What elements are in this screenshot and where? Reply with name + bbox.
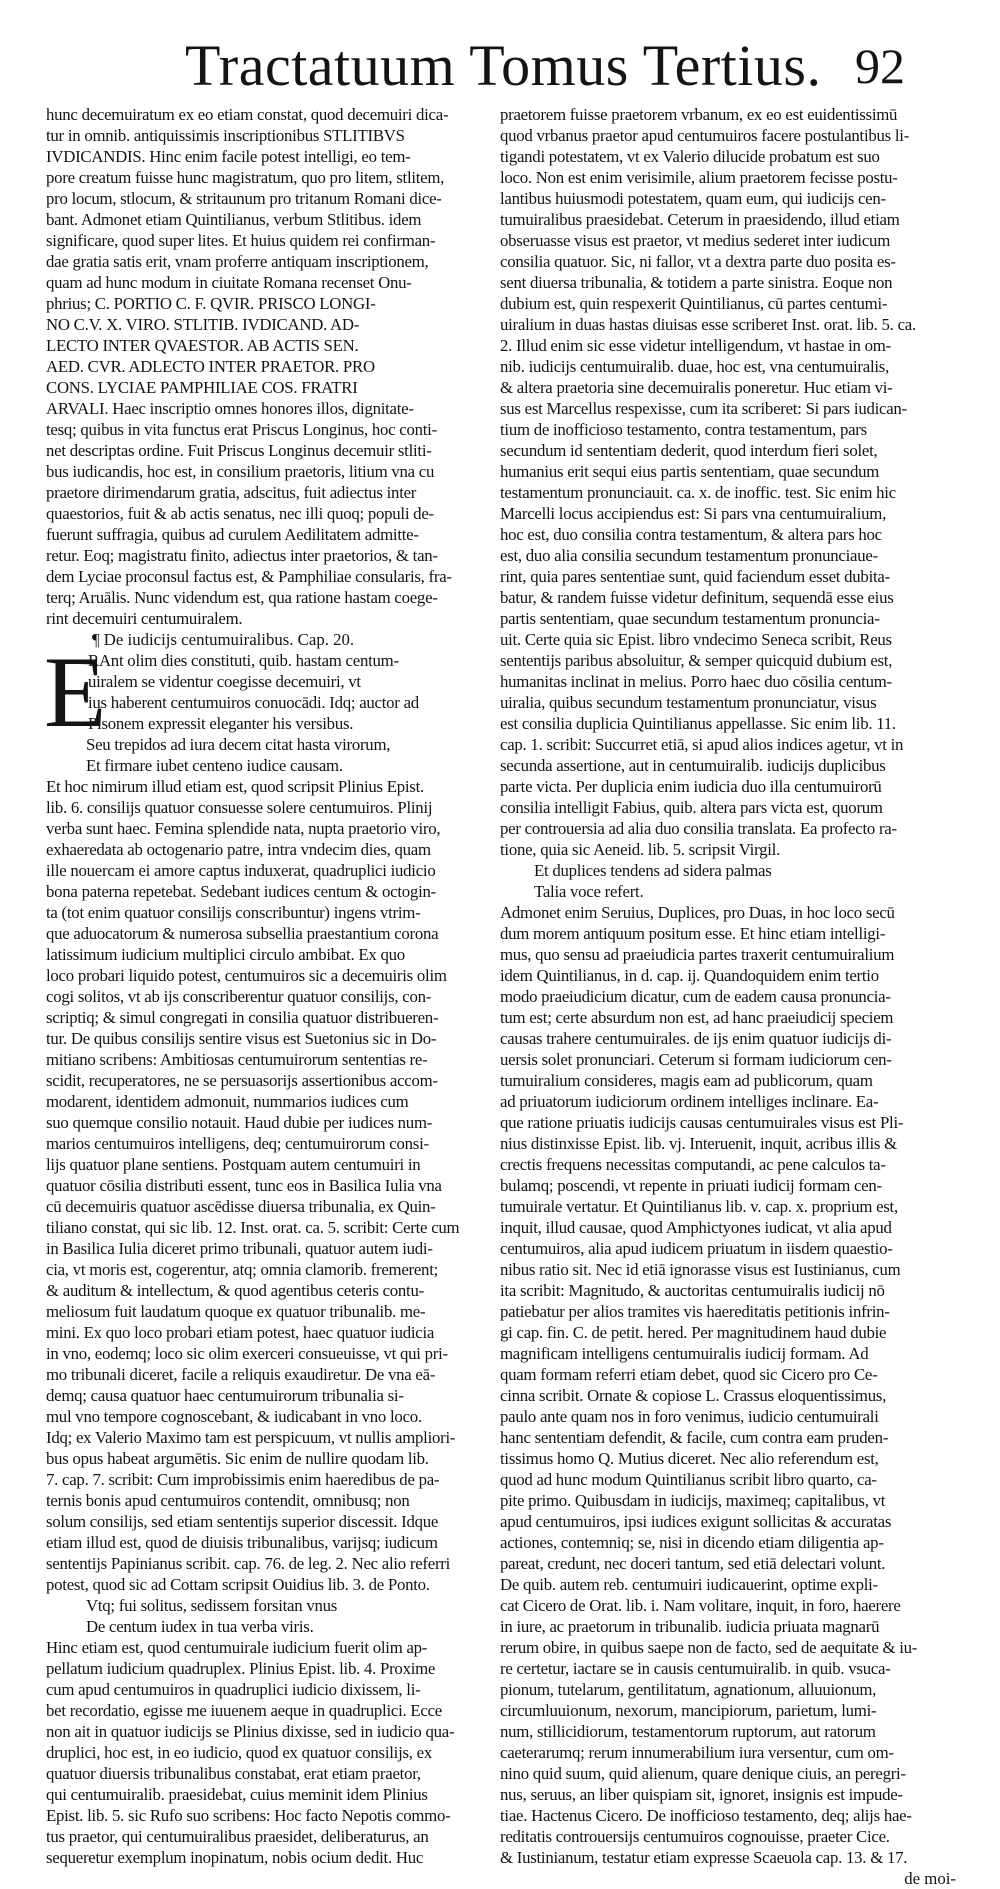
text-line: caeterarumq; rerum innumerabilium iura versentur, cum om- [500,1743,894,1762]
text-line: cat Cicero de Orat. lib. i. Nam volitare, inquit, in foro, haerere [500,1596,901,1615]
text-line: pro locum, stlocum, & stritaunum pro tritanum Romani dice- [46,189,442,208]
text-line: Et duplices tendens ad sidera palmas [534,861,772,880]
text-line: ius haberent centumuiros conuocādi. Idq; auctor ad [88,693,419,712]
text-line: Talia voce refert. [534,882,644,901]
text-line: meliosum fuit laudatum quoque ex quatuor tribunalib. me- [46,1302,426,1321]
text-line: bus opus habeat argumētis. Sic enim de nullire quodam lib. [46,1449,429,1468]
text-line: tissimus homo Q. Mutius diceret. Nec alio referendum est, [500,1449,879,1468]
text-line: 2. Illud enim sic esse videtur intelligendum, vt hastae in om- [500,336,891,355]
text-line: pellatum iudicium quadruplex. Plinius Epist. lib. 4. Proxime [46,1659,436,1678]
text-line: actiones, contemniq; se, nisi in dicendo etiam diligentia ap- [500,1533,884,1552]
text-line: secunda assertione, aut in centumuiralib. iudicijs duplicibus [500,756,886,775]
text-line: tur. De quibus consilijs sentire visus est Suetonius sic in Do- [46,1029,437,1048]
text-line: demq; causa quatuor haec centumuirorum tribunalia si- [46,1386,404,1405]
text-line: bona paterna repetebat. Sedebant iudices centum & octogin- [46,882,436,901]
text-line: centumuiros, alia apud iudicem priuatum in iisdem quaestio- [500,1239,893,1258]
text-line: pareat, credunt, nec doceri tantum, sed etiā delectari volunt. [500,1554,886,1573]
text-line: crectis frequens necessitas computandi, ac pene calculos ta- [500,1155,886,1174]
text-line: cum apud centumuiros in quadruplici iudicio dixissem, li- [46,1680,421,1699]
text-line: nibus ratio sit. Nec id etiā ignorasse visus est Iustinianus, cum [500,1260,901,1279]
text-line: idem Quintilianus, in d. cap. ij. Quandoquidem enim tertio [500,966,879,985]
running-title: Tractatuum Tomus Tertius. [185,33,822,98]
chapter-heading: ¶ De iudicijs centumuiralibus. Cap. 20. [92,630,355,649]
text-line: est consilia duplicia Quintilianus appellasse. Sic enim lib. 11. [500,714,896,733]
text-line: tigandi potestatem, vt ex Valerio dilucide probatum est suo [500,147,880,166]
text-line: LECTO INTER QVAESTOR. AB ACTIS SEN. [46,336,359,355]
text-line: Vtq; fui solitus, sedissem forsitan vnus [86,1596,338,1615]
text-line: magnificam intelligens centumuiralis iudicij formam. Ad [500,1344,869,1363]
text-line: mul vno tempore cognoscebant, & iudicabant in vno loco. [46,1407,422,1426]
text-line: RAnt olim dies constituti, quib. hastam centum- [88,651,399,670]
text-line: nus, seruus, an liber quispiam sit, ignoret, insignis est impude- [500,1785,903,1804]
text-line: lijs quatuor plane sentiens. Postquam autem centumuiri in [46,1155,421,1174]
text-line: nius distinxisse Epist. lib. vj. Interuenit, inquit, acribus illis & [500,1134,897,1153]
text-line: ta (tot enim quatuor consilijs conscribuntur) ingens vtrim- [46,903,421,922]
text-line: hoc est, duo consilia contra testamentum, & altera pars hoc [500,525,882,544]
text-line: significare, quod super lites. Et huius quidem rei confirman- [46,231,436,250]
text-line: hanc sententiam defendit, & facile, cum contra eam pruden- [500,1428,889,1447]
text-line: exhaeredata ab octogenario patre, intra vndecim dies, quam [46,840,431,859]
text-line: & auditum & intellectum, & quod agentibus ceteris contu- [46,1281,424,1300]
text-line: per controuersia ad alia duo consilia translata. Ea profecto ra- [500,819,897,838]
text-line: in Basilica Iulia diceret primo tribunali, quatuor autem iudi- [46,1239,433,1258]
text-line: dubium est, quin respexerit Quintilianus, cū partes centumi- [500,294,888,313]
left-column [46,104,486,1868]
text-line: praetorem fuisse praetorem vrbanum, ex eo est euidentissimū [500,105,898,124]
text-line: tumuirale vertatur. Et Quintilianus lib. v. cap. x. proprium est, [500,1197,898,1216]
text-line: lib. 6. consilijs quatuor consuesse solere centumuiros. Plinij [46,798,433,817]
text-line: Idq; ex Valerio Maximo tam est perspicuum, vt nullis ampliori- [46,1428,456,1447]
text-line: rint decemuiri centumuiralem. [46,609,243,628]
text-line: consilia intelligit Fabius, quib. altera pars victa est, quorum [500,798,883,817]
text-line: marios centumuiros intelligens, deq; centumuirorum consi- [46,1134,429,1153]
text-line: partis sententiam, quae secundum testamentum pronuncia- [500,609,880,628]
text-line: ad priuatorum iudiciorum ordinem intelliges inclinare. Ea- [500,1092,879,1111]
running-head [0,28,1000,108]
text-line: etiam illud est, quod de diuisis tribunalibus, varijsq; iudicum [46,1533,438,1552]
text-line: testamentum pronunciauit. ca. x. de inoffic. test. Sic enim hic [500,483,896,502]
text-line: De quib. autem reb. centumuiri iudicauerint, optime expli- [500,1575,878,1594]
text-line: humanius erit sequi eius partis sententiam, quae secundum [500,462,880,481]
text-line: cogi solitos, vt ab ijs conscriberentur quatuor consilijs, con- [46,987,432,1006]
text-line: terq; Aruālis. Nunc videndum est, qua ratione hastam coege- [46,588,438,607]
text-line: bant. Admonet etiam Quintilianus, verbum Stlitibus. idem [46,210,422,229]
text-line: modo praeiudicium dicatur, cum de eadem causa pronuncia- [500,987,891,1006]
text-line: batur, & randem fuisse videtur definitum, sequendā esse eius [500,588,894,607]
text-line: De centum iudex in tua verba viris. [86,1617,314,1636]
text-line: reditatis controuersijs centumuiros cognouisse, praeter Cice. [500,1827,890,1846]
text-line: uersis solet pronunciari. Ceterum si formam iudiciorum cen- [500,1050,892,1069]
text-line: phrius; C. PORTIO C. F. QVIR. PRISCO LONGI- [46,294,376,313]
text-line: ARVALI. Haec inscriptio omnes honores illos, dignitate- [46,399,414,418]
text-line: fuerunt suffragia, quibus ad curulem Aedilitatem admitte- [46,525,419,544]
text-line: latissimum iudicium multiplici circulo ambibat. Ex quo [46,945,405,964]
text-line: qui centumuiralib. praesidebat, cuius meminit idem Plinius [46,1785,428,1804]
text-line: modarent, identidem admonuit, nummarios iudices cum [46,1092,409,1111]
left-verse-a [46,734,486,776]
text-line: potest, quod sic ad Cottam scripsit Ouidius lib. 3. de Ponto. [46,1575,430,1594]
text-line: loco. Non est enim verisimile, alium praetorem fecisse postu- [500,168,898,187]
text-line: tus praetor, qui centumuiralibus praesidet, deliberaturus, an [46,1827,429,1846]
text-line: gi cap. fin. C. de petit. hered. Per magnitudinem haud dubie [500,1323,887,1342]
text-line: & Iustinianum, testatur etiam expresse Scaeuola cap. 13. & 17. [500,1848,908,1867]
text-line: dem Lyciae proconsul factus est, & Pamphiliae consularis, fra- [46,567,452,586]
text-line: secundum id sententiam dederit, quod interdum fieri solet, [500,441,878,460]
right-column [500,104,962,1889]
left-paragraph-a [46,104,486,629]
text-line: in iure, ac praetorum in tribunalib. iudicia priuata magnarū [500,1617,880,1636]
text-line: mitiano scribens: Ambitiosas centumuirorum sententias re- [46,1050,428,1069]
text-line: obseruasse visus est praetor, vt medius sederet inter iudicum [500,231,890,250]
text-line: uiralia, quibus secundum testamentum pronunciatur, visus [500,693,877,712]
text-line: mini. Ex quo loco probari etiam potest, haec quatuor iudicia [46,1323,435,1342]
text-line: sent diuersa tribunalia, & totidem a parte sinistra. Eoque non [500,273,893,292]
text-line: quam ad hunc modum in ciuitate Romana recenset Onu- [46,273,412,292]
text-line: humanitas inclinat in melius. Porro haec duo cōsilia centum- [500,672,892,691]
text-line: CONS. LYCIAE PAMPHILIAE COS. FRATRI [46,378,358,397]
text-line: bulamq; poscendi, vt repente in priuati iudicij formam cen- [500,1176,882,1195]
text-line: lantibus huiusmodi potestatem, quam eum, qui iudicijs cen- [500,189,886,208]
text-line: Epist. lib. 5. sic Rufo suo scribens: Hoc facto Nepotis commo- [46,1806,451,1825]
text-line: ille nouercam ei amore captus induxerat, quadruplici iudicio [46,861,436,880]
text-line: Marcelli locus accipiendus est: Si pars vna centumuiralium, [500,504,887,523]
text-line: que aduocatorum & numerosa subsellia praestantium corona [46,924,439,943]
text-line: tione, quia sic Aeneid. lib. 5. scripsit Virgil. [500,840,781,859]
text-line: uit. Certe quia sic Epist. libro vndecimo Seneca scribit, Reus [500,630,892,649]
text-line: parte victa. Per duplicia enim iudicia duo illa centumuirorū [500,777,882,796]
text-line: sus est Marcellus respexisse, cum ita scriberet: Si pars iudican- [500,399,907,418]
text-line: Hinc etiam est, quod centumuirale iudicium fuerit olim ap- [46,1638,428,1657]
text-line: praetore dirimendarum gratia, adscitus, fuit adiectus inter [46,483,417,502]
text-line: ternis bonis apud centumuiros contendit, omnibusq; non [46,1491,410,1510]
text-line: Seu trepidos ad iura decem citat hasta virorum, [86,735,391,754]
text-line: tium de inofficioso testamento, contra testamentum, pars [500,420,867,439]
text-line: quod vrbanus praetor apud centumuiros facere postulantibus li- [500,126,910,145]
text-line: rerum obire, in quibus saepe non de facto, sed de aequitate & iu- [500,1638,918,1657]
text-line: causas trahere centumuirales. de ijs enim quatuor iudicijs di- [500,1029,892,1048]
text-line: non ait in quatuor iudicijs se Plinius dixisse, sed in iudicio qua- [46,1722,455,1741]
text-line: net descriptas ordine. Fuit Priscus Longinus decemuir stliti- [46,441,432,460]
text-line: NO C.V. X. VIRO. STLITIB. IVDICAND. AD- [46,315,360,334]
text-line: 7. cap. 7. scribit: Cum improbissimis enim haeredibus de pa- [46,1470,440,1489]
catchword: de moi- [904,1869,956,1888]
text-line: dae gratia satis erit, vnam proferre antiquam inscriptionem, [46,252,429,271]
text-line: tiliano constat, qui sic lib. 12. Inst. orat. ca. 5. scribit: Certe cum [46,1218,460,1237]
text-line: loco probari liquido potest, centumuiros sic a decemuiris olim [46,966,447,985]
text-line: scidit, recuperatores, ne se persuasorijs assertionibus accom- [46,1071,438,1090]
text-line: sententijs Papinianus scribit. cap. 76. de leg. 2. Nec alio referri [46,1554,451,1573]
text-line: pore creatum fuisse hunc magistratum, quo pro litem, stlitem, [46,168,445,187]
page-number: 92 [855,38,905,94]
right-paragraph-a [500,104,962,860]
text-line: ita scribit: Magnitudo, & auctoritas centumuiralis iudicij nō [500,1281,885,1300]
text-line: hunc decemuiratum ex eo etiam constat, quod decemuiri dica- [46,105,449,124]
text-line: uiralium in duas hastas diuisas esse scriberet Inst. orat. lib. 5. ca. [500,315,916,334]
text-line: cinna scribit. Ornate & copiose L. Crassus eloquentissimus, [500,1386,887,1405]
text-line: Et hoc nimirum illud etiam est, quod scripsit Plinius Epist. [46,777,424,796]
text-line: uiralem se videntur coegisse decemuiri, vt [88,672,361,691]
text-line: Pisonem expressit eleganter his versibus. [88,714,354,733]
text-line: in vno, eodemq; loco sic olim exerceri consueuisse, vt qui pri- [46,1344,448,1363]
text-line: nino quid suum, quid alienum, quare denique ciuis, an peregri- [500,1764,906,1783]
left-paragraph-c [46,1637,486,1868]
text-line: retur. Eoq; magistratu finito, adiectus inter praetorios, & tan- [46,546,438,565]
text-line: tesq; quibus in vita functus erat Priscus Longinus, hoc conti- [46,420,437,439]
dropcap-letter: E [44,636,107,749]
text-line: IVDICANDIS. Hinc enim facile potest intelligi, eo tem- [46,147,411,166]
right-paragraph-b [500,902,962,1868]
text-line: mus, quo sensu ad praeiudicia partes traxerit centumuiralium [500,945,895,964]
left-verse-b [46,1595,486,1637]
text-line: tum est; certe absurdum non est, ad hanc praeiudicij speciem [500,1008,894,1027]
text-line: rint, quia pares sententiae sunt, quid faciendum esset dubita- [500,567,890,586]
text-line: tumuiralibus praesidebat. Ceterum in praesidendo, illud etiam [500,210,900,229]
text-line: suo quemque consilio notauit. Haud dubie per iudices num- [46,1113,433,1132]
text-line: est, duo alia consilia secundum testamentum pronunciaue- [500,546,878,565]
text-line: AED. CVR. ADLECTO INTER PRAETOR. PRO [46,357,375,376]
text-line: Et firmare iubet centeno iudice causam. [86,756,343,775]
dropcap-lines [88,650,488,734]
text-line: dum morem antiquum positum esse. Et hinc etiam intelligi- [500,924,886,943]
text-line: circumluuionum, nexorum, mancipiorum, parietum, lumi- [500,1701,877,1720]
text-line: nib. iudicijs centumuiralib. duae, hoc est, vna centumuiralis, [500,357,890,376]
text-line: pionum, tutelarum, gentilitatum, agnationum, alluuionum, [500,1680,877,1699]
text-line: quatuor diuersis tribunalibus constabat, erat etiam praetor, [46,1764,421,1783]
text-line: sequeretur exemplum inopinatum, nobis ocium dedit. Huc [46,1848,424,1867]
text-line: apud centumuiros, ipsi iudices exigunt sollicitas & accuratas [500,1512,892,1531]
text-line: quam formam referri etiam debet, quod sic Cicero pro Ce- [500,1365,878,1384]
text-line: num, stillicidiorum, testamentorum ruptorum, aut ratorum [500,1722,876,1741]
text-line: tur in omnib. antiquissimis inscriptionibus STLITIBVS [46,126,405,145]
text-line: bet recordatio, egisse me iuuenem aeque in quadruplici. Ecce [46,1701,442,1720]
text-line: quatuor cōsilia distributi essent, tunc eos in Basilica Iulia vna [46,1176,442,1195]
text-line: cū decemuiris quatuor ascēdisse diuersa tribunalia, ex Quin- [46,1197,436,1216]
text-line: que ratione priuatis iudicijs causas centumuirales visus est Pli- [500,1113,904,1132]
text-line: inquit, illud causae, quod Amphictyones iudicat, vt alia apud [500,1218,892,1237]
text-line: verba sunt haec. Femina splendide nata, nupta praetorio viro, [46,819,441,838]
text-line: quaestorios, fuit & ab actis senatus, nec illi quoq; populi de- [46,504,434,523]
text-line: cia, vt moris est, cogerentur, atq; omnia clamorib. fremerent; [46,1260,439,1279]
text-line: sententijs paribus absoluitur, & semper quicquid dubium est, [500,651,893,670]
text-line: patiebatur per alios tramites vis haereditatis petitionis infrin- [500,1302,890,1321]
text-line: quod ad hunc modum Quintilianus scribit libro quarto, ca- [500,1470,877,1489]
text-line: & altera praetoria sine decemuiralis poneretur. Huc etiam vi- [500,378,893,397]
text-line: paulo ante quam nos in foro venimus, iudicio centumuirali [500,1407,879,1426]
text-line: pite primo. Quibusdam in iudicijs, maximeq; capitalibus, vt [500,1491,886,1510]
text-line: solum consilijs, sed etiam sententijs superior discessit. Idque [46,1512,439,1531]
text-line: Admonet enim Seruius, Duplices, pro Duas, in hoc loco secū [500,903,895,922]
left-paragraph-b [46,776,486,1595]
text-line: re certetur, iactare se in causis centumuiralib. in quib. vsuca- [500,1659,891,1678]
text-line: cap. 1. scribit: Succurret etiā, si apud alios indices agetur, vt in [500,735,904,754]
text-line: tumuiralium consideres, magis eam ad publicorum, quam [500,1071,873,1090]
text-line: bus iudicandis, hoc est, in consilium praetoris, litium vna cu [46,462,435,481]
text-line: mo tribunali diceret, facile a reliquis exaudiretur. De vna eā- [46,1365,436,1384]
text-line: druplici, hoc est, in eo iudicio, quod ex quatuor consilijs, ex [46,1743,432,1762]
text-line: consilia quatuor. Sic, ni fallor, vt a dextra parte duo posita es- [500,252,896,271]
text-line: tiae. Hactenus Cicero. De inofficioso testamento, deq; alijs hae- [500,1806,912,1825]
text-line: scriptiq; & simul congregati in consilia quatuor distribueren- [46,1008,439,1027]
right-verse-a [500,860,962,902]
